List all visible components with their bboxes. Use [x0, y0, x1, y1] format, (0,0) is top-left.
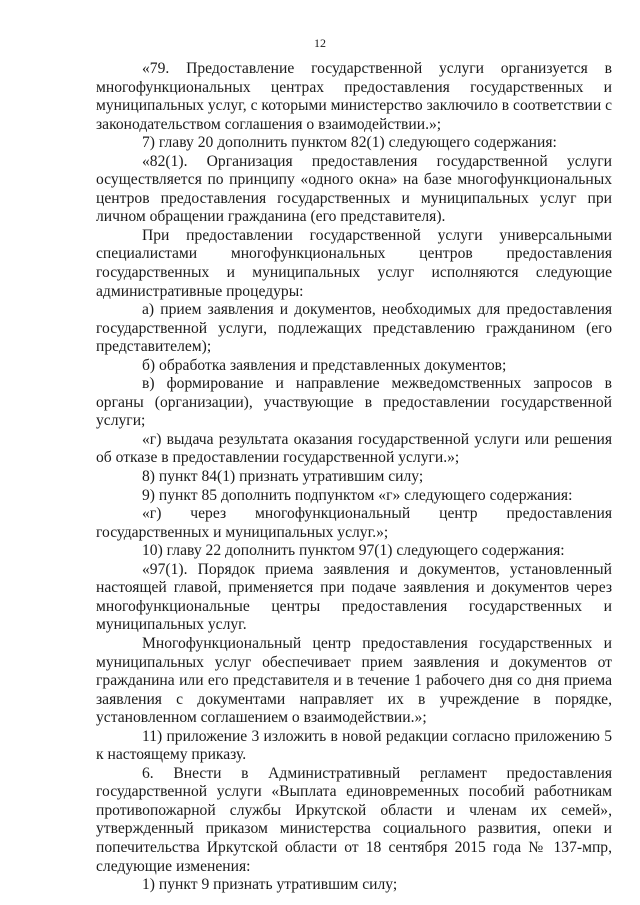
paragraph-11: «г) через многофункциональный центр предоставления государственных и муниципальных услуг.»;	[96, 505, 612, 541]
paragraph-4: При предоставлении государственной услуги универсальными специалистами многофункциональных центров предоставления государственных и муниципальных услуг исполняются следующие административные процедуры:	[96, 226, 612, 300]
paragraph-14: Многофункциональный центр предоставления государственных и муниципальных услуг обеспечивает прием заявления и документов от гражданина или его представителя и в течение 1 рабочего дня со дня приема заявления с документами направляет их в учреждение в порядке, установленном соглашением о взаимодействии.»;	[96, 634, 612, 727]
paragraph-10: 9) пункт 85 дополнить подпунктом «г» следующего содержания:	[142, 486, 573, 504]
page-number: 12	[314, 36, 326, 50]
paragraph-9: 8) пункт 84(1) признать утратившим силу;	[142, 468, 424, 486]
paragraph-6: б) обработка заявления и представленных документов;	[142, 356, 507, 374]
document-body	[96, 60, 612, 895]
paragraph-1: «79. Предоставление государственной услуги организуется в многофункциональных центрах предоставления государственных и муниципальных услуг, с которыми министерство заключило в соответствии с законодательством соглашения о взаимодействии.»;	[96, 60, 612, 133]
paragraph-3: «82(1). Организация предоставления государственной услуги осуществляется по принципу «одного окна» на базе многофункциональных центров предоставления государственных и муниципальных услуг при личном обращении гражданина (его представителя).	[96, 152, 612, 226]
paragraph-12: 10) главу 22 дополнить пунктом 97(1) следующего содержания:	[142, 542, 565, 560]
paragraph-16: 6. Внести в Административный регламент предоставления государственной услуги «Выплата единовременных пособий работникам противопожарной службы Иркутской области и членам их семей», утвержденный приказом министерства социального развития, опеки и попечительства Иркутской области от 18 сентября 2015 года № 137-мпр, следующие изменения:	[96, 764, 612, 875]
paragraph-5: а) прием заявления и документов, необходимых для предоставления государственной услуги, подлежащих представлению гражданином (его представителем);	[96, 301, 612, 356]
paragraph-13: «97(1). Порядок приема заявления и документов, установленный настоящей главой, применяется при подаче заявления и документов через многофункциональные центры предоставления государственных и муниципальных услуг.	[96, 560, 612, 634]
paragraph-15: 11) приложение 3 изложить в новой редакции согласно приложению 5 к настоящему приказу.	[96, 727, 612, 764]
paragraph-7: в) формирование и направление межведомственных запросов в органы (организации), участвующие в предоставлении государственной услуги;	[96, 375, 612, 430]
paragraph-8: «г) выдача результата оказания государственной услуги или решения об отказе в предоставлении государственной услуги.»;	[96, 430, 612, 467]
paragraph-17: 1) пункт 9 признать утратившим силу;	[142, 876, 398, 894]
paragraph-2: 7) главу 20 дополнить пунктом 82(1) следующего содержания:	[142, 134, 557, 152]
